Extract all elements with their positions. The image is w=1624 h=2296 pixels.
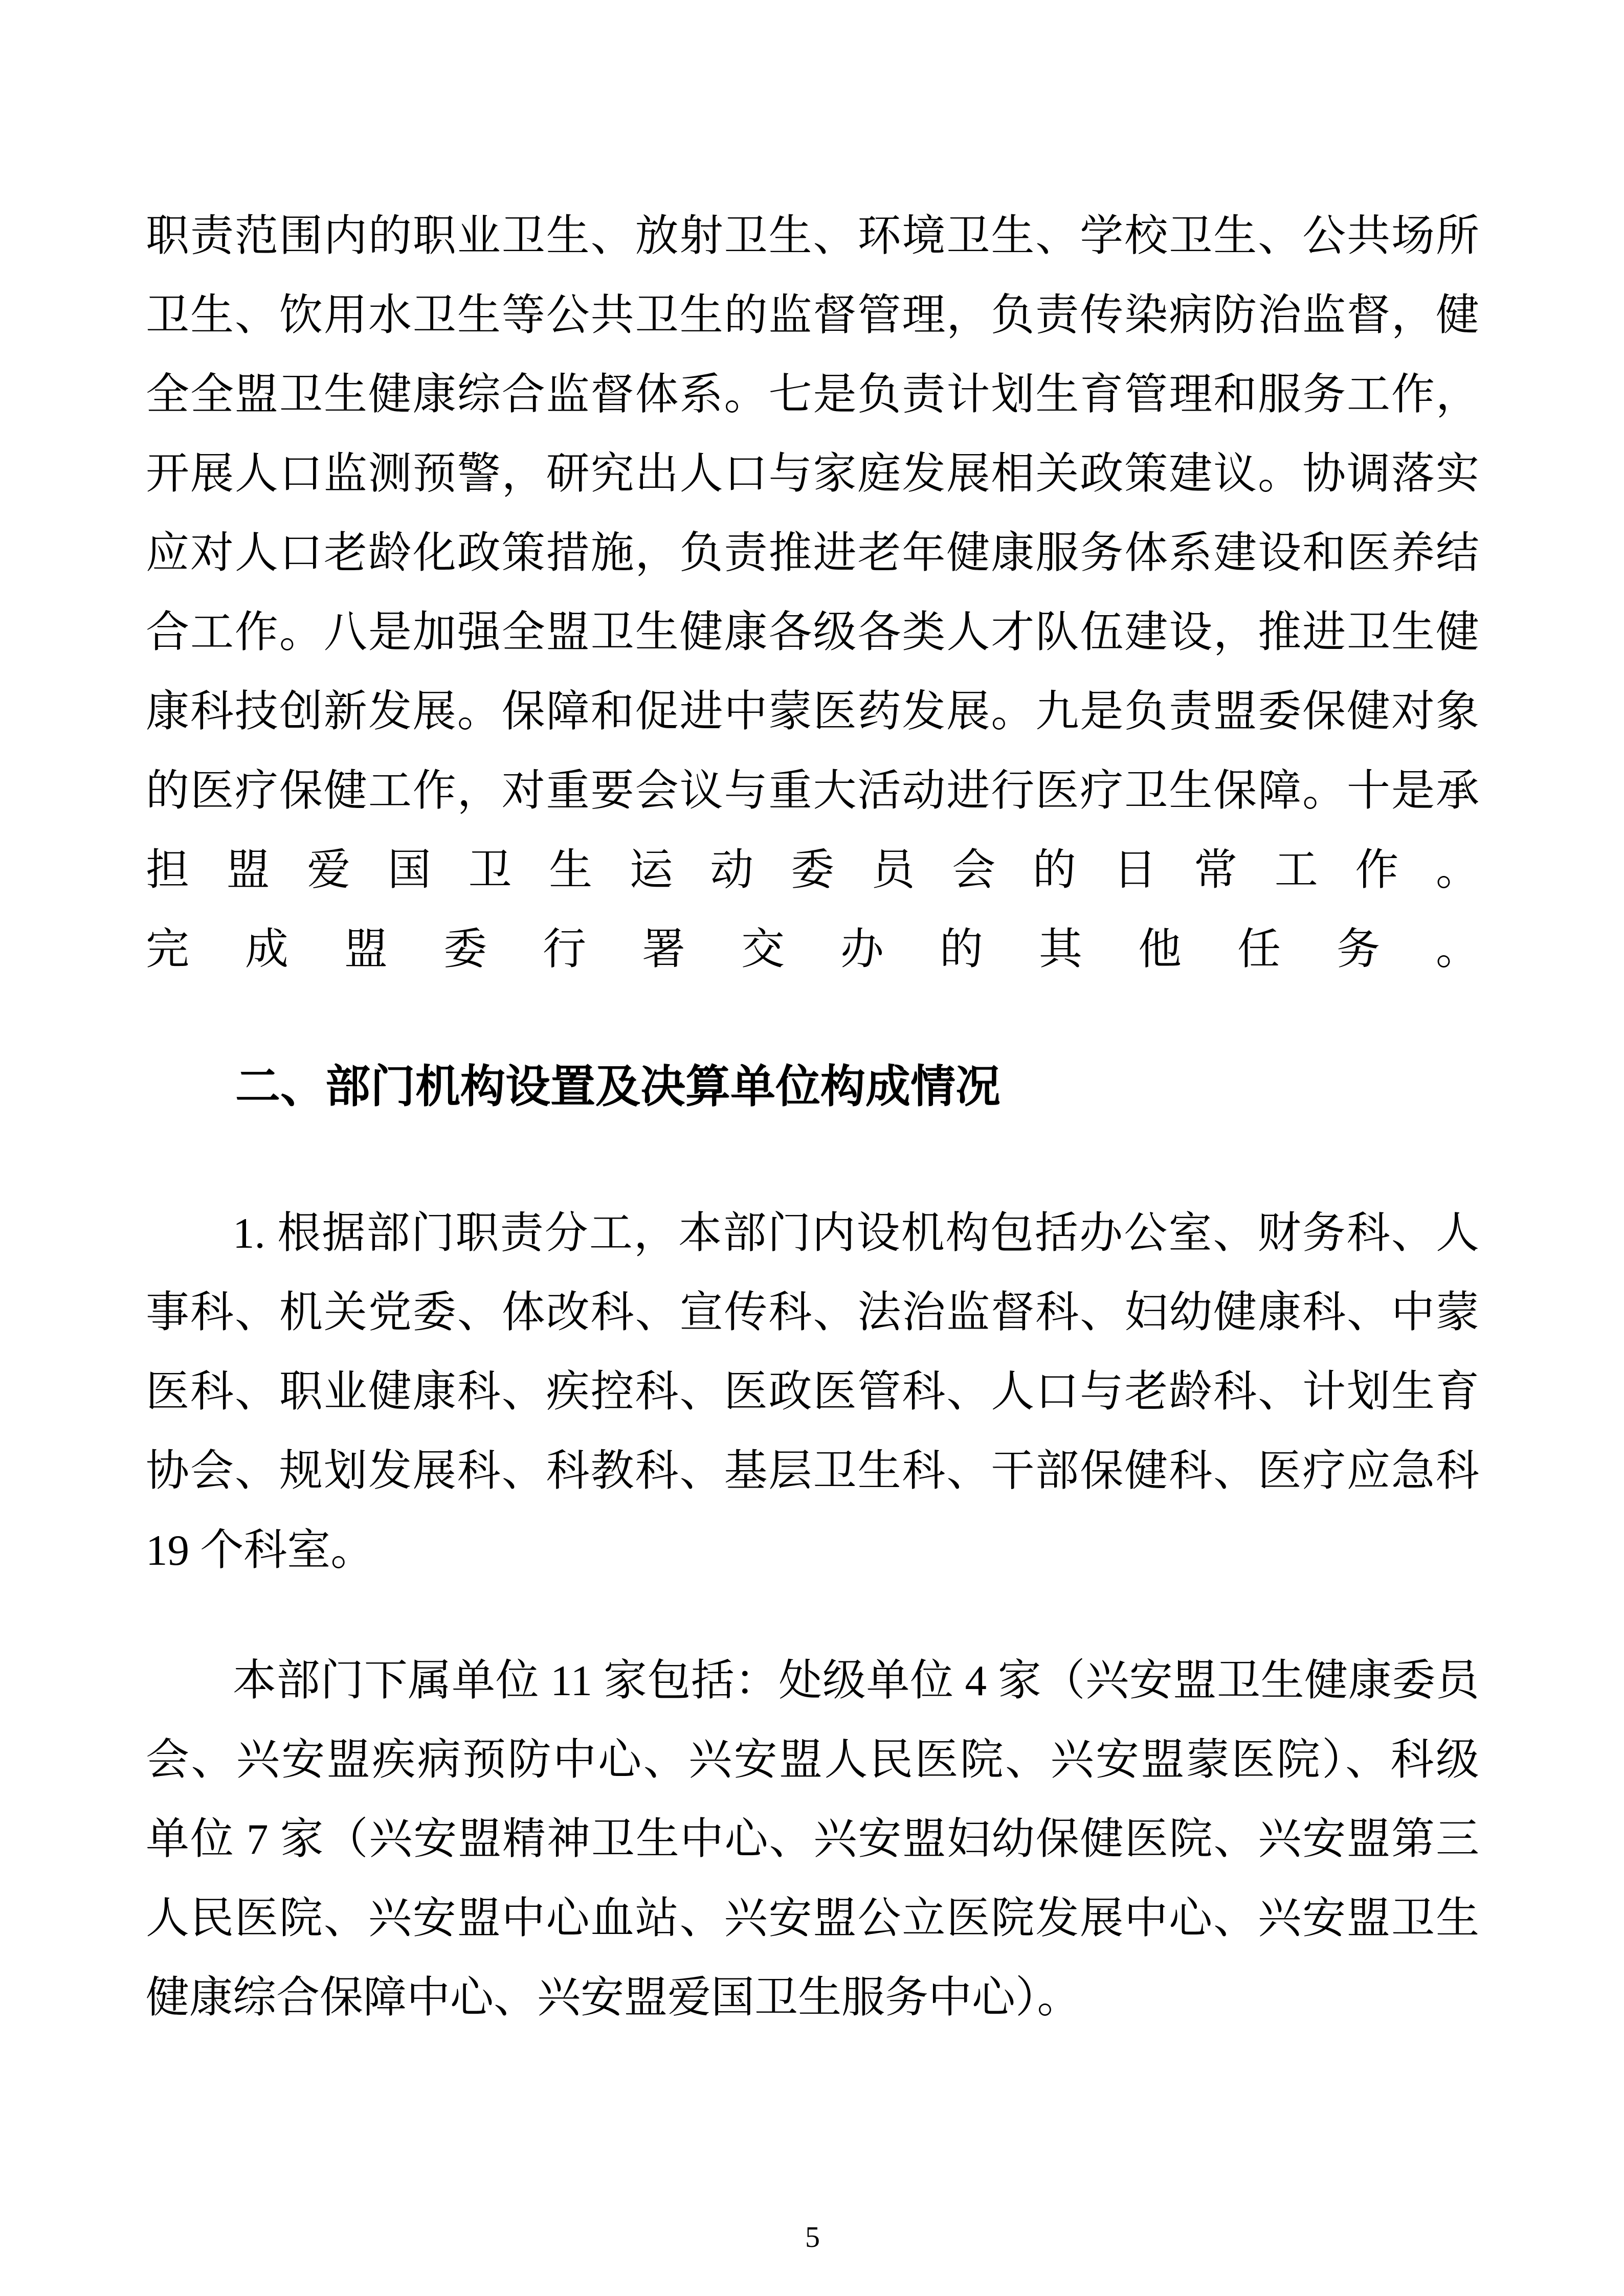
body-text-line: 医科、职业健康科、疾控科、医政医管科、人口与老龄科、计划生育 [146, 1368, 1479, 1416]
body-text-line: 开展人口监测预警，研究出人口与家庭发展相关政策建议。协调落实 [146, 450, 1479, 498]
body-text-line: 19 个科室。 [146, 1526, 374, 1574]
body-text-line: 担盟爱国卫生运动委员会的日常工作。完成盟委行署交办的其他任务。 [146, 846, 1479, 974]
body-text-line: 事科、机关党委、体改科、宣传科、法治监督科、妇幼健康科、中蒙 [146, 1289, 1479, 1337]
body-text-line: 职责范围内的职业卫生、放射卫生、环境卫生、学校卫生、公共场所 [146, 212, 1479, 260]
body-text-line: 健康综合保障中心、兴安盟爱国卫生服务中心）。 [146, 1974, 1081, 2022]
body-text-line: 人民医院、兴安盟中心血站、兴安盟公立医院发展中心、兴安盟卫生 [146, 1895, 1479, 1943]
body-text-line: 的医疗保健工作，对重要会议与重大活动进行医疗卫生保障。十是承 [146, 767, 1479, 815]
body-text-line: 应对人口老龄化政策措施，负责推进老年健康服务体系建设和医养结 [146, 529, 1479, 577]
paragraph-internal-departments [146, 1194, 1479, 1590]
paragraph-duties-continued [146, 197, 1479, 989]
section-heading: 二、部门机构设置及决算单位构成情况 [235, 1061, 1001, 1112]
body-text-line: 协会、规划发展科、科教科、基层卫生科、干部保健科、医疗应急科 [146, 1447, 1479, 1495]
body-text-line: 单位 7 家（兴安盟精神卫生中心、兴安盟妇幼保健医院、兴安盟第三 [146, 1815, 1479, 1863]
body-text-line: 卫生、饮用水卫生等公共卫生的监督管理，负责传染病防治监督，健 [146, 291, 1479, 340]
page-content [146, 0, 1479, 2258]
page-number: 5 [805, 2220, 820, 2254]
body-text-line: 本部门下属单位 11 家包括：处级单位 4 家（兴安盟卫生健康委员 [233, 1657, 1479, 1705]
body-text-line: 会、兴安盟疾病预防中心、兴安盟人民医院、兴安盟蒙医院）、科级 [146, 1736, 1479, 1784]
body-text-line: 全全盟卫生健康综合监督体系。七是负责计划生育管理和服务工作， [146, 371, 1479, 419]
body-text-line: 1. 根据部门职责分工，本部门内设机构包括办公室、财务科、人 [233, 1209, 1479, 1257]
body-text-line: 合工作。八是加强全盟卫生健康各级各类人才队伍建设，推进卫生健 [146, 609, 1479, 657]
body-text-line: 康科技创新发展。保障和促进中蒙医药发展。九是负责盟委保健对象 [146, 688, 1479, 736]
paragraph-subordinate-units [146, 1641, 1479, 2038]
